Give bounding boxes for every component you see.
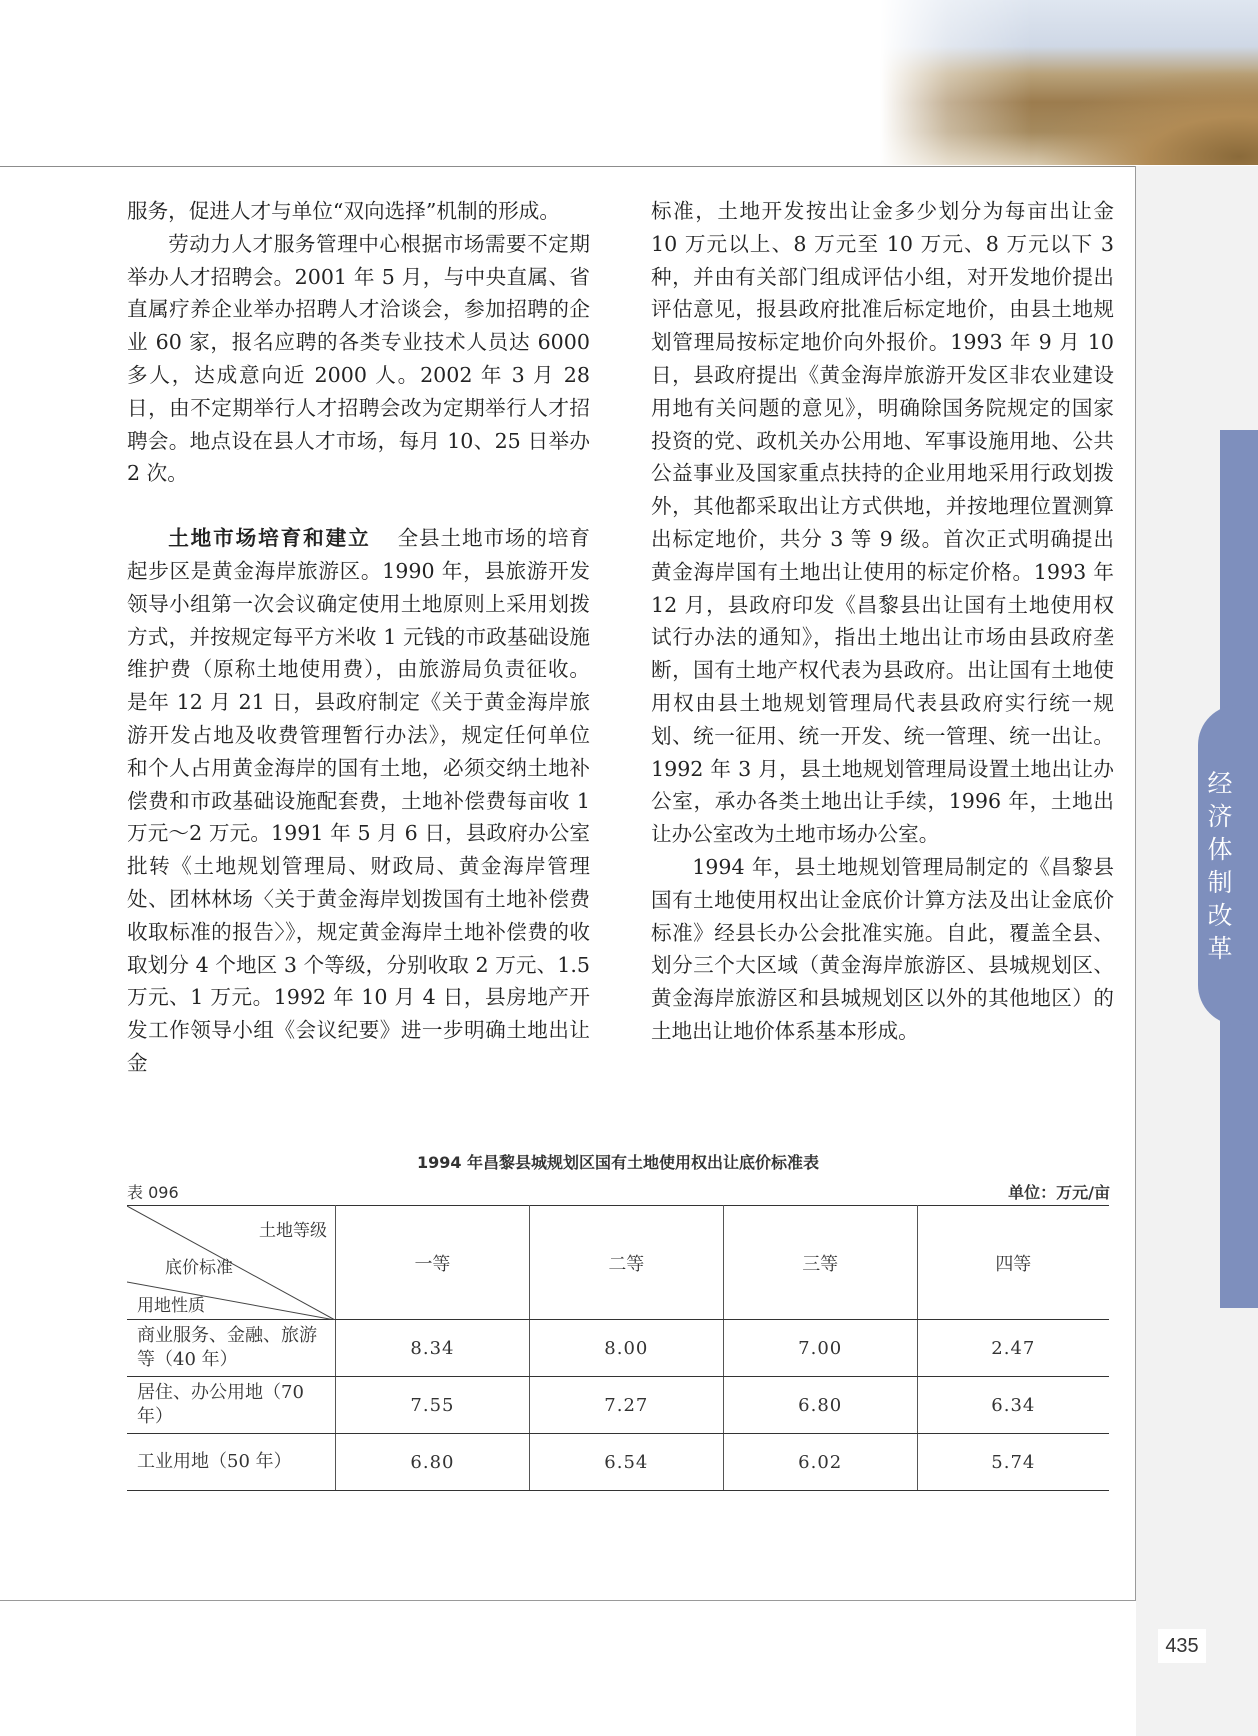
table-header-row: [127, 1206, 1109, 1320]
right-text-column: [651, 195, 1114, 1048]
section-heading: 土地市场培育和建立: [168, 526, 371, 551]
corner-label-grade: 土地等级: [259, 1221, 327, 1241]
paragraph-body: 全县土地市场的培育起步区是黄金海岸旅游区。1990 年，县旅游开发领导小组第一次会议确定使用土地原则上采用划拨方式，并按规定每平方米收 1 元钱的市政基础设施维护费（原称土地使用费），由旅游局负责征收。是年 12 月 21 日，县政府制定《关于黄金海岸旅游开发占地及收费管理暂行办法》，规定任何单位和个人占用黄金海岸的国有土地，必须交纳土地补偿费和市政基础设施配套费，土地补偿费每亩收 1 万元～2 万元。1991 年 5 月 6 日，县政府办公室批转《土地规划管理局、财政局、黄金海岸管理处、团林林场〈关于黄金海岸划拨国有土地补偿费收取标准的报告〉》，规定黄金海岸土地补偿费的收取划分 4 个地区 3 个等级，分别收取 2 万元、1.5 万元、1 万元。1992 年 10 月 4 日，县房地产开发工作领导小组《会议纪要》进一步明确土地出让金: [127, 526, 590, 1075]
left-text-column: [127, 195, 590, 1080]
table-cell: 7.55: [336, 1377, 530, 1434]
table-cell: 6.34: [917, 1377, 1109, 1434]
column-header: 一等: [336, 1206, 530, 1320]
table-unit: 单位：万元/亩: [1008, 1183, 1110, 1202]
section-paragraph: [127, 522, 590, 1080]
table-cell: 5.74: [917, 1434, 1109, 1491]
paragraph: 标准，土地开发按出让金多少划分为每亩出让金 10 万元以上、8 万元至 10 万元、8 万元以下 3 种，并由有关部门组成评估小组，对开发地价提出评估意见，报县政府批准后标定地价，由县土地规划管理局按标定地价向外报价。1993 年 9 月 10 日，县政府提出《黄金海岸旅游开发区非农业建设用地有关问题的意见》，明确除国务院规定的国家投资的党、政机关办公用地、军事设施用地、公共公益事业及国家重点扶持的企业用地采用行政划拨外，其他都采取出让方式供地，并按地理位置测算出标定地价，共分 3 等 9 级。首次正式明确提出黄金海岸国有土地出让使用的标定价格。1993 年 12 月，县政府印发《昌黎县出让国有土地使用权试行办法的通知》，指出土地出让市场由县政府垄断，国有土地产权代表为县政府。出让国有土地使用权由县土地规划管理局代表县政府实行统一规划、统一征用、统一开发、统一管理、统一出让。1992 年 3 月，县土地规划管理局设置土地出让办公室，承办各类土地出让手续，1996 年，土地出让办公室改为土地市场办公室。: [651, 199, 1114, 847]
table-cell: 2.47: [917, 1320, 1109, 1377]
header-divider: [0, 166, 1136, 167]
table-cell: 7.27: [529, 1377, 723, 1434]
table-number: 表 096: [127, 1183, 179, 1202]
column-header: 三等: [723, 1206, 917, 1320]
table-row: [127, 1434, 1109, 1491]
chapter-label: 经济体制改革: [1204, 770, 1233, 968]
column-header: 二等: [529, 1206, 723, 1320]
table-cell: 6.02: [723, 1434, 917, 1491]
row-label: 工业用地（50 年）: [127, 1434, 336, 1491]
header-landscape-photo: [880, 0, 1258, 165]
footer-divider: [0, 1600, 1136, 1601]
corner-label-price: 底价标准: [165, 1258, 233, 1278]
table-corner-cell: [127, 1206, 336, 1320]
corner-label-usage: 用地性质: [137, 1296, 205, 1316]
table-cell: 8.34: [336, 1320, 530, 1377]
paragraph: 1994 年，县土地规划管理局制定的《昌黎县国有土地使用权出让金底价计算方法及出让金底价标准》经县长办公会批准实施。自此，覆盖全县、划分三个大区域（黄金海岸旅游区、县城规划区、黄金海岸旅游区和县城规划区以外的其他地区）的土地出让地价体系基本形成。: [651, 854, 1114, 1043]
page-number: 435: [1158, 1629, 1206, 1663]
table-row: [127, 1320, 1109, 1377]
table-cell: 6.80: [723, 1377, 917, 1434]
table-cell: 6.54: [529, 1434, 723, 1491]
paragraph: 服务，促进人才与单位“双向选择”机制的形成。: [127, 199, 560, 223]
row-label: 居住、办公用地（70 年）: [127, 1377, 336, 1434]
table-title: 1994 年昌黎县城规划区国有土地使用权出让底价标准表: [416, 1153, 820, 1172]
table-cell: 7.00: [723, 1320, 917, 1377]
table-cell: 6.80: [336, 1434, 530, 1491]
row-label: 商业服务、金融、旅游等（40 年）: [127, 1320, 336, 1377]
table-cell: 8.00: [529, 1320, 723, 1377]
table-row: [127, 1377, 1109, 1434]
land-price-table: [127, 1205, 1109, 1491]
column-header: 四等: [917, 1206, 1109, 1320]
paragraph: 劳动力人才服务管理中心根据市场需要不定期举办人才招聘会。2001 年 5 月，与中央直属、省直属疗养企业举办招聘人才洽谈会，参加招聘的企业 60 家，报名应聘的各类专业技术人员达 6000 多人，达成意向近 2000 人。2002 年 3 月 28 日，由不定期举行人才招聘会改为定期举行人才招聘会。地点设在县人才市场，每月 10、25 日举办 2 次。: [127, 231, 590, 486]
right-margin-divider: [1135, 166, 1136, 1600]
